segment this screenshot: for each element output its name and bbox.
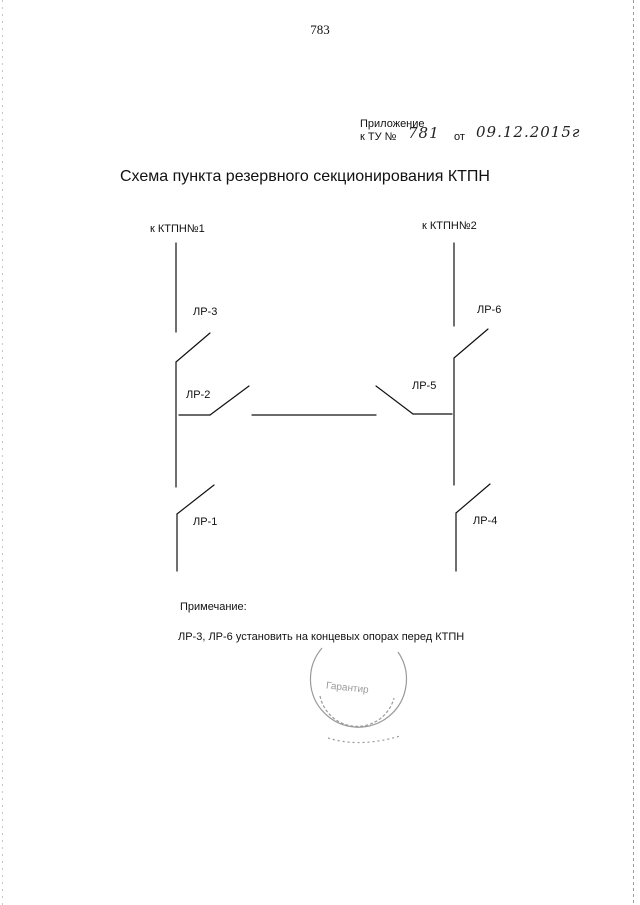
label-lr5: ЛР-5 [412,380,437,392]
label-feeder-right: к КТПН№2 [422,220,477,232]
appendix-label: Приложение [360,118,425,130]
switch-lr4-blade [456,484,490,513]
note-title: Примечание: [180,601,247,613]
label-lr3: ЛР-3 [193,306,218,318]
switch-lr6-blade [454,329,488,358]
stamp-seal [300,628,420,748]
stamp-lower-trace [328,736,400,743]
appendix-date: 09.12.2015г [476,123,581,141]
label-lr4: ЛР-4 [473,515,498,527]
page-title: Схема пункта резервного секционирования КТПН [120,168,490,185]
label-feeder-left: к КТПН№1 [150,223,205,235]
label-lr2: ЛР-2 [186,389,211,401]
stamp-text: Гарантир [325,680,370,696]
switch-lr2-blade [210,386,249,415]
switch-lr5-blade [376,386,413,414]
stamp-inner-arc [320,696,394,726]
appendix-tu-label: к ТУ № [360,131,397,143]
appendix-date-label: от [454,131,465,143]
appendix-tu-number: 781 [408,124,440,142]
page-number: 783 [310,22,330,37]
label-lr6: ЛР-6 [477,304,502,316]
label-lr1: ЛР-1 [193,516,218,528]
switch-lr3-blade [176,333,210,362]
switch-lr1-blade [177,485,214,514]
note-text: ЛР-3, ЛР-6 установить на концевых опорах перед КТПН [178,631,465,643]
